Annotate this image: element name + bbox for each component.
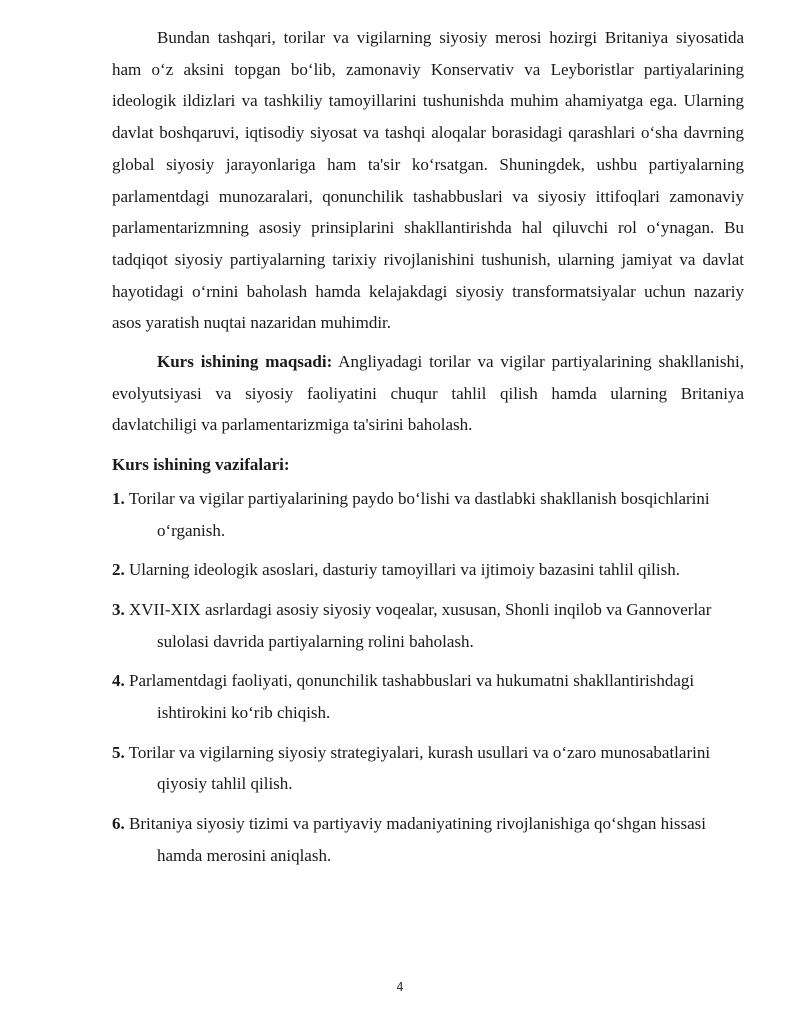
task-item (112, 808, 744, 871)
task-item (112, 594, 744, 657)
page-number: 4 (396, 980, 404, 994)
task-item (112, 483, 744, 546)
task-text: Torilar va vigilarning siyosiy strategiyalari, kurash usullari va o‘zaro munosabatlarini qiyosiy tahlil qilish. (124, 742, 711, 794)
tasks-list (112, 483, 744, 872)
task-text: Ularning ideologik asoslari, dasturiy tamoyillari va ijtimoiy bazasini tahlil qilish. (124, 560, 680, 580)
task-number: 1. (112, 488, 125, 508)
task-text: Torilar va vigilar partiyalarining paydo bo‘lishi va dastlabki shakllanish bosqichlarini o‘rganish. (124, 488, 710, 540)
goal-paragraph (112, 346, 744, 441)
task-item (112, 665, 744, 728)
task-text: Parlamentdagi faoliyati, qonunchilik tashabbuslari va hukumatni shakllantirishdagi ishtirokini ko‘rib chiqish. (124, 671, 695, 723)
task-number: 2. (112, 560, 125, 580)
tasks-heading: Kurs ishining vazifalari: (112, 455, 290, 475)
task-text: Britaniya siyosiy tizimi va partiyaviy madaniyatining rivojlanishiga qo‘shgan hissasi hamda merosini aniqlash. (124, 814, 706, 865)
task-number: 5. (112, 742, 125, 762)
document-page (112, 22, 744, 880)
task-number: 4. (112, 671, 125, 691)
task-number: 3. (112, 599, 125, 619)
task-text: XVII-XIX asrlardagi asosiy siyosiy voqealar, xususan, Shonli inqilob va Gannoverlar sulolasi davrida partiyalarning rolini baholash. (124, 599, 712, 651)
task-item (112, 554, 744, 586)
goal-label: Kurs ishining maqsadi: (157, 352, 333, 372)
body-paragraph: Bundan tashqari, torilar va vigilarning siyosiy merosi hozirgi Britaniya siyosatida ham o‘z aksini topgan bo‘lib, zamonaviy Konservativ va Leyboristlar partiyalarining ideologik ildizlari va tashkiliy tamoyillarini tushunishda muhim ahamiyatga ega. Ularning davlat boshqaruvi, iqtisodiy siyosat va tashqi aloqalar borasidagi qarashlari o‘sha davrning global siyosiy jarayonlariga ham ta'sir ko‘rsatgan. Shuningdek, ushbu partiyalarning parlamentdagi munozaralari, qonunchilik tashabbuslari va siyosiy ittifoqlari zamonaviy parlamentarizmning asosiy prinsiplarini shakllantirishda hal qiluvchi rol o‘ynagan. Bu tadqiqot siyosiy partiyalarning tarixiy rivojlanishini tushunish, ularning jamiyat va davlat hayotidagi o‘rnini baholash hamda kelajakdagi siyosiy transformatsiyalar uchun nazariy asos yaratish nuqtai nazaridan muhimdir. (112, 28, 744, 333)
task-number: 6. (112, 814, 125, 834)
task-item (112, 737, 744, 800)
goal-text: Angliyadagi torilar va vigilar partiyalarining shakllanishi, evolyutsiyasi va siyosiy faoliyatini chuqur tahlil qilish hamda ularning Britaniya davlatchiligi va parlamentarizmiga ta'sirini baholash. (112, 352, 744, 435)
